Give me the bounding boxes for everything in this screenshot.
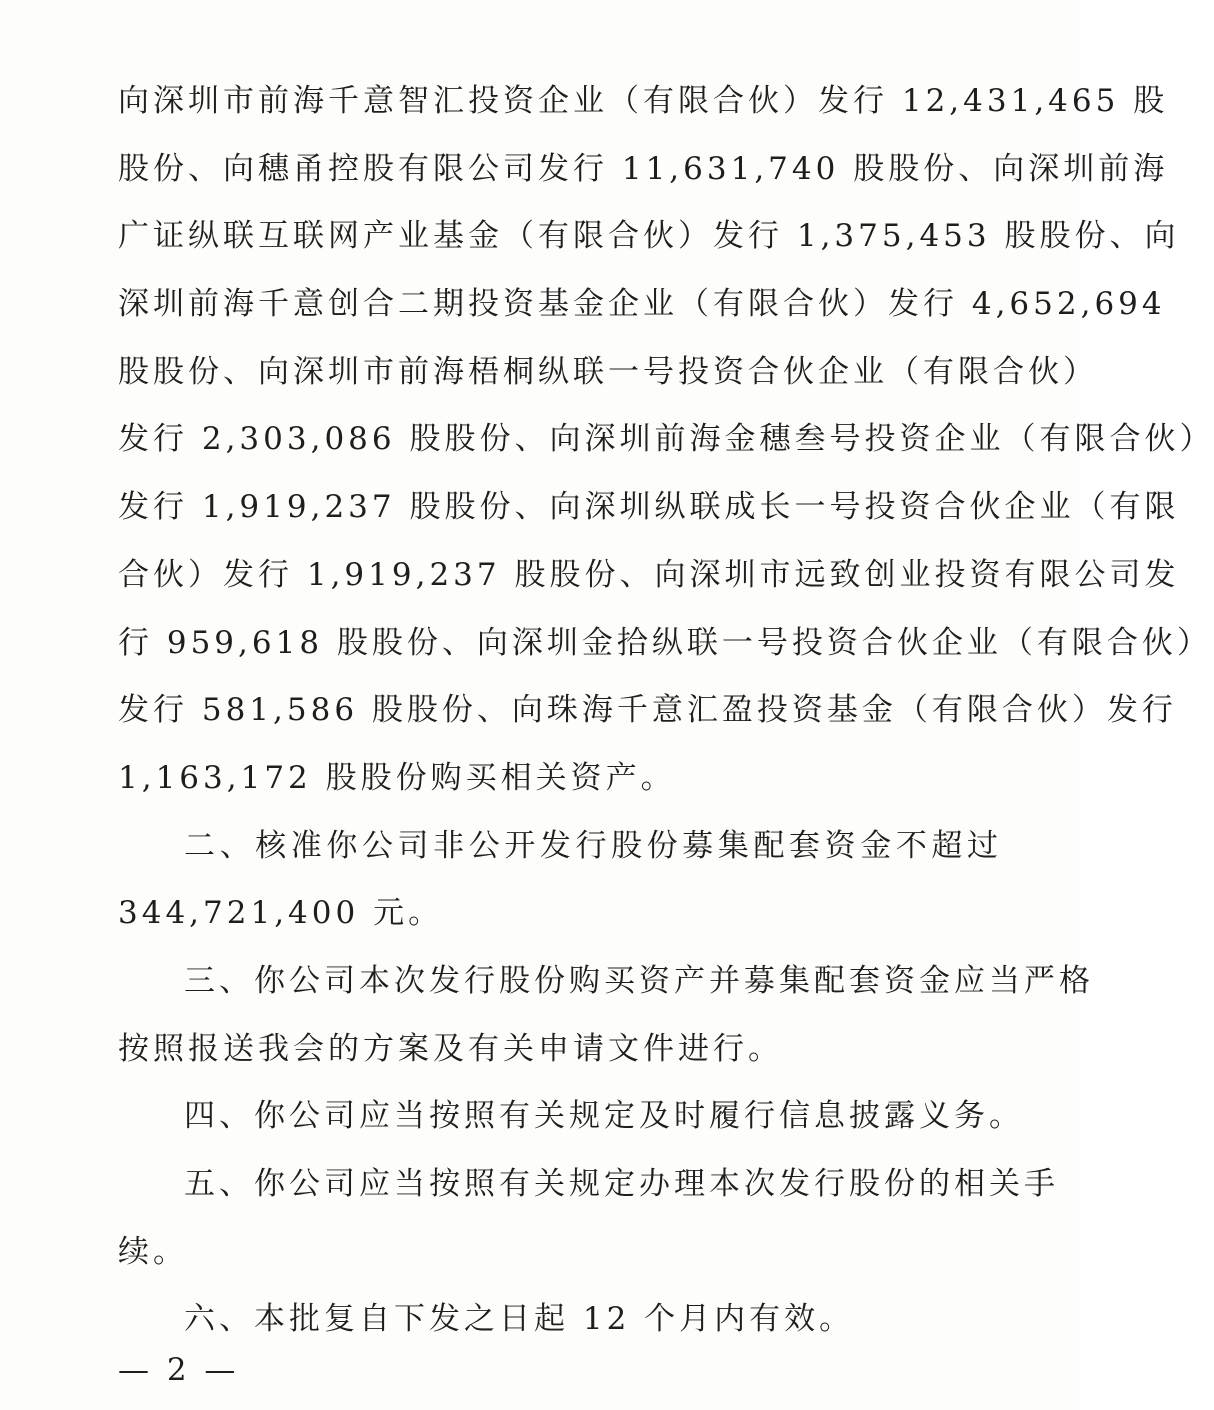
text-line: 行 959,618 股股份、向深圳金拾纵联一号投资合伙企业（有限合伙） (118, 624, 1212, 661)
paragraph-2-line: 二、核准你公司非公开发行股份募集配套资金不超过 (184, 827, 1002, 864)
paragraph-2-line: 344,721,400 元。 (118, 895, 444, 932)
document-body (118, 72, 1214, 1358)
text-line: 股份、向穗甬控股有限公司发行 11,631,740 股股份、向深圳前海 (118, 150, 1169, 187)
text-line: 广证纵联互联网产业基金（有限合伙）发行 1,375,453 股股份、向 (118, 218, 1180, 255)
paragraph-5-line: 续。 (118, 1233, 188, 1270)
paragraph-3-line: 按照报送我会的方案及有关申请文件进行。 (118, 1030, 783, 1067)
paragraph-5-line: 五、你公司应当按照有关规定办理本次发行股份的相关手 (184, 1166, 1059, 1202)
text-line: 发行 1,919,237 股股份、向深圳纵联成长一号投资合伙企业（有限 (118, 489, 1180, 526)
paragraph-6-line: 六、本批复自下发之日起 12 个月内有效。 (184, 1301, 855, 1338)
page-number: — 2 — (118, 1352, 240, 1388)
text-line: 合伙）发行 1,919,237 股股份、向深圳市远致创业投资有限公司发 (118, 556, 1180, 593)
paragraph-3-line: 三、你公司本次发行股份购买资产并募集配套资金应当严格 (184, 962, 1094, 999)
text-line: 深圳前海千意创合二期投资基金企业（有限合伙）发行 4,652,694 (118, 286, 1166, 323)
text-line: 股股份、向深圳市前海梧桐纵联一号投资合伙企业（有限合伙） (118, 353, 1098, 390)
text-line: 发行 2,303,086 股股份、向深圳前海金穗叁号投资企业（有限合伙） (118, 421, 1214, 458)
text-line: 发行 581,586 股股份、向珠海千意汇盈投资基金（有限合伙）发行 (118, 692, 1177, 729)
paragraph-4-line: 四、你公司应当按照有关规定及时履行信息披露义务。 (184, 1098, 1024, 1135)
text-line: 向深圳市前海千意智汇投资企业（有限合伙）发行 12,431,465 股 (118, 83, 1169, 119)
text-line: 1,163,172 股股份购买相关资产。 (118, 759, 676, 796)
